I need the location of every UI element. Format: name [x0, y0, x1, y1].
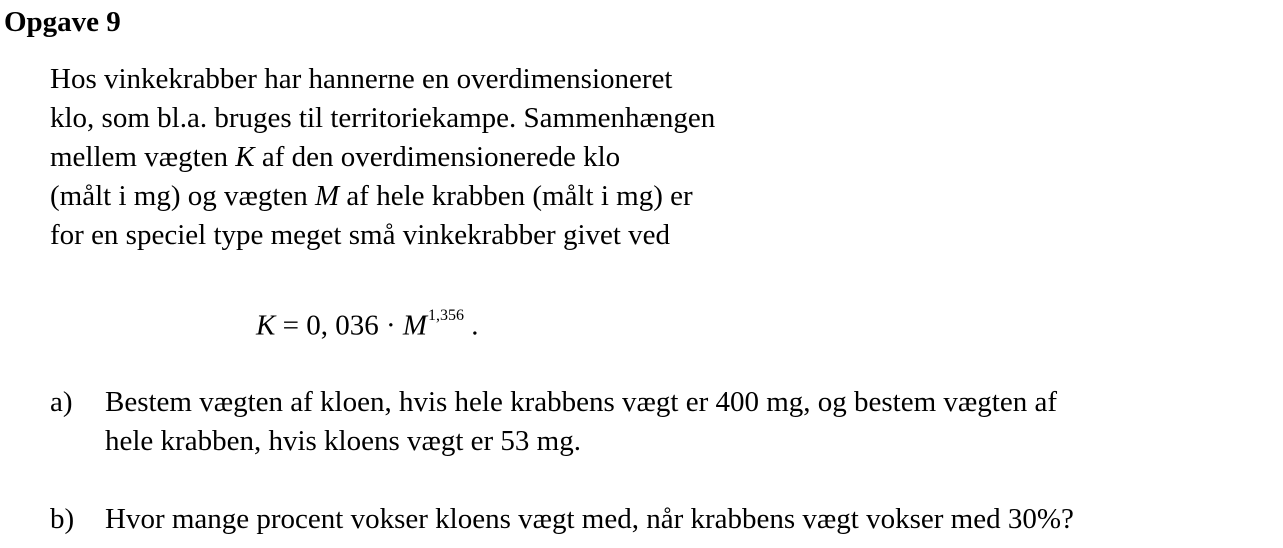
- variable-k: K: [235, 141, 255, 173]
- formula-lhs: K: [256, 309, 276, 342]
- intro-text: af hele krabben (målt i mg) er: [339, 180, 693, 212]
- formula-base: M: [402, 309, 428, 342]
- formula-equals: = 0, 036 ·: [275, 309, 403, 342]
- question-text: [105, 383, 1057, 461]
- question-label: a): [50, 386, 73, 418]
- intro-text: af den overdimensionerede klo: [254, 141, 621, 173]
- intro-paragraph: [50, 60, 715, 255]
- intro-line: [50, 177, 715, 216]
- intro-line: Hos vinkekrabber har hannerne en overdimensioneret: [50, 63, 673, 95]
- question-label: b): [50, 503, 75, 535]
- intro-line: klo, som bl.a. bruges til territoriekampe. Sammenhængen: [50, 102, 716, 134]
- exercise-title: Opgave 9: [4, 6, 121, 38]
- formula-exponent: 1,356: [428, 307, 465, 324]
- formula-end: .: [464, 309, 479, 342]
- intro-line: [50, 138, 715, 177]
- formula: [256, 300, 479, 346]
- intro-line: for en speciel type meget små vinkekrabber givet ved: [50, 219, 671, 251]
- question-line: Hvor mange procent vokser kloens vægt med, når krabbens vægt vokser med 30%?: [105, 503, 1074, 535]
- variable-m: M: [315, 180, 340, 212]
- intro-text: mellem vægten: [50, 141, 236, 173]
- question-text: [105, 500, 1074, 539]
- question-line: hele krabben, hvis kloens vægt er 53 mg.: [105, 425, 581, 457]
- question-line: Bestem vægten af kloen, hvis hele krabbens vægt er 400 mg, og bestem vægten af: [105, 386, 1057, 418]
- intro-text: (målt i mg) og vægten: [50, 180, 315, 212]
